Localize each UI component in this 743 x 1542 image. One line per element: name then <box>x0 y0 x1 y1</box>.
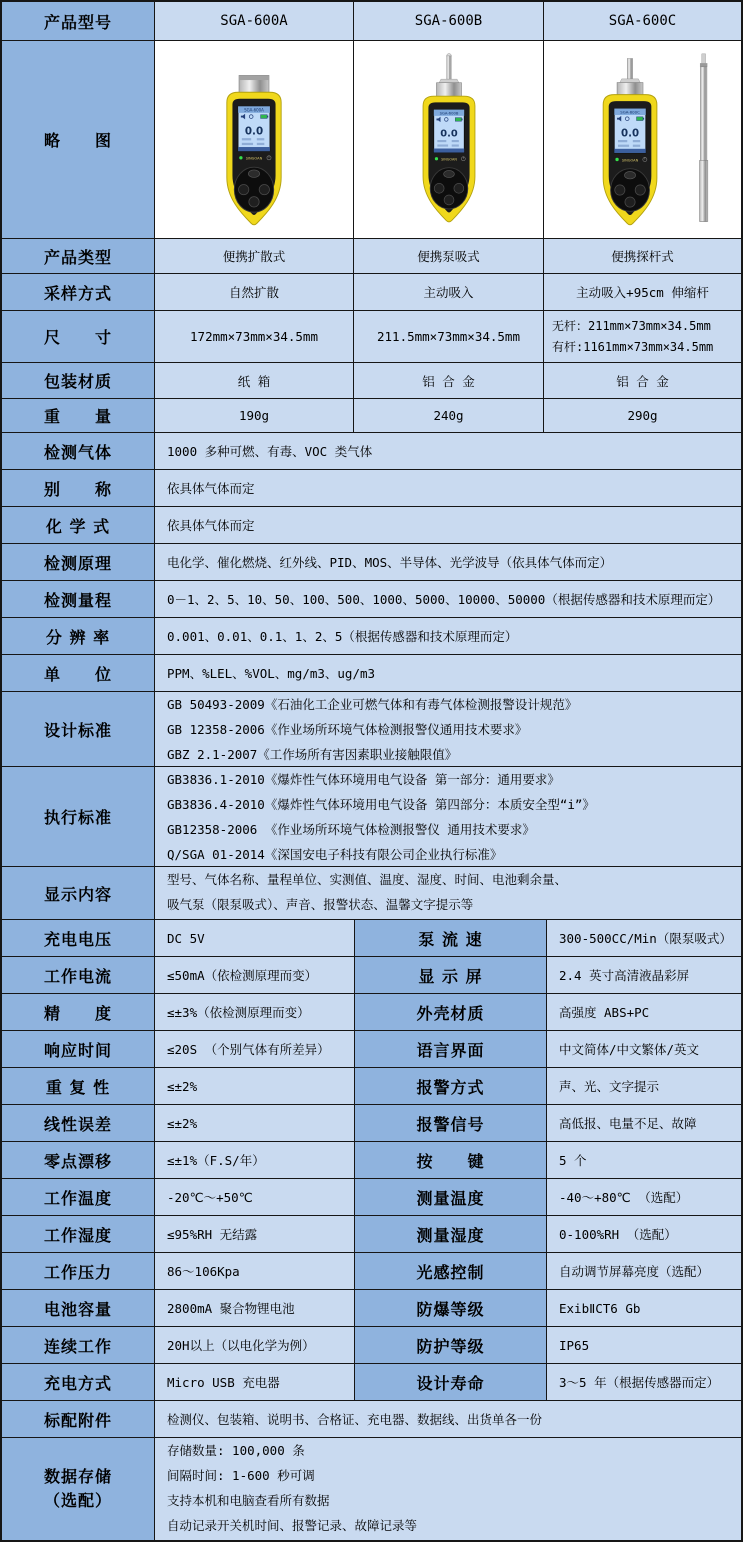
row-label: 检测原理 <box>2 544 155 580</box>
screen-title: SGA-600C <box>619 109 640 115</box>
button-pad <box>234 167 273 212</box>
standard-line: Q/SGA 01-2014《深国安电子科技有限公司企业执行标准》 <box>167 847 503 862</box>
cell-value <box>155 767 741 866</box>
cell-value: ≤±2% <box>155 1068 355 1104</box>
row-resolution <box>2 618 741 655</box>
device-image-sga600a <box>155 41 354 238</box>
enter-button <box>249 196 259 206</box>
row-label: 单 位 <box>2 655 155 691</box>
menu-button <box>248 169 259 176</box>
screen-title: SGA-600A <box>244 107 264 113</box>
row-label-product-model: 产品型号 <box>2 2 155 40</box>
cell-value: 0-100%RH （选配） <box>547 1216 741 1252</box>
screen-reading: 0.0 <box>620 127 639 139</box>
lcd-screen <box>433 109 463 152</box>
cell-value <box>155 544 741 580</box>
brand-label: SINGOAN <box>621 157 638 162</box>
row-label: 执行标准 <box>2 767 155 866</box>
left-button <box>614 184 624 194</box>
row-units <box>2 655 741 692</box>
storage-line: 间隔时间: 1-600 秒可调 <box>167 1468 315 1483</box>
cell-text: PPM、%LEL、%VOL、mg/m3、ug/m3 <box>167 666 376 681</box>
row-display-content <box>2 867 741 920</box>
battery-icon <box>261 114 268 118</box>
row-label: 线性误差 <box>2 1105 155 1141</box>
led-indicator <box>239 156 242 159</box>
cell-value: 2800mA 聚合物锂电池 <box>155 1290 355 1326</box>
row-product-model <box>2 2 741 41</box>
led-indicator <box>615 157 618 160</box>
cell-value: 主动吸入 <box>354 274 544 310</box>
screen-title: SGA-600B <box>439 111 458 116</box>
standard-line: GB 50493-2009《石油化工企业可燃气体和有毒气体检测报警设计规范》 <box>167 697 578 712</box>
cell-value: 铝 合 金 <box>544 363 741 398</box>
left-button <box>434 183 444 193</box>
row-label: 报警方式 <box>355 1068 547 1104</box>
gas-detector-probe-rod-illustration <box>555 47 731 233</box>
row-label: 重 量 <box>2 399 155 432</box>
cell-value: 2.4 英寸高清液晶彩屏 <box>547 957 741 993</box>
screen-status-bar <box>433 148 463 152</box>
cell-value: ≤20S （个别气体有所差异） <box>155 1031 355 1067</box>
cell-text: 检测仪、包装箱、说明书、合格证、充电器、数据线、出货单各一份 <box>167 1412 543 1427</box>
row-standard-accessories <box>2 1401 741 1438</box>
cell-value: 高强度 ABS+PC <box>547 994 741 1030</box>
cell-text: 0.001、0.01、0.1、1、2、5（根据传感器和技术原理而定） <box>167 629 518 644</box>
row-label: 电池容量 <box>2 1290 155 1326</box>
row-zero-drift-buttons <box>2 1142 741 1179</box>
battery-icon <box>636 116 642 120</box>
row-product-type <box>2 239 741 274</box>
cell-value <box>155 433 741 469</box>
right-button <box>259 184 269 194</box>
left-button <box>239 184 249 194</box>
pump-probe <box>438 53 459 84</box>
cell-text: 1000 多种可燃、有毒、VOC 类气体 <box>167 444 373 459</box>
cell-value-dimensions-c <box>544 311 741 362</box>
cell-value <box>155 581 741 617</box>
telescopic-rod <box>699 53 707 221</box>
row-label: 显 示 屏 <box>355 957 547 993</box>
row-label: 检测气体 <box>2 433 155 469</box>
button-pad <box>610 168 649 211</box>
row-label: 设计标准 <box>2 692 155 766</box>
row-working-pressure-light-sense <box>2 1253 741 1290</box>
row-continuous-work-protection-rating <box>2 1327 741 1364</box>
row-battery-explosion-rating <box>2 1290 741 1327</box>
cell-value: 主动吸入+95cm 伸缩杆 <box>544 274 741 310</box>
storage-line: 存储数量: 100,000 条 <box>167 1443 305 1458</box>
cell-value: 300-500CC/Min（限泵吸式） <box>547 920 741 956</box>
screen-reading: 0.0 <box>244 124 264 137</box>
brand-label: SINGOAN <box>245 156 263 161</box>
row-working-humidity-measure-humidity <box>2 1216 741 1253</box>
cell-value: 190g <box>155 399 354 432</box>
led-indicator <box>434 157 437 160</box>
row-label-data-storage <box>2 1438 155 1540</box>
model-name-a: SGA-600A <box>155 2 354 40</box>
row-packaging-material <box>2 363 741 399</box>
cell-value: 纸 箱 <box>155 363 354 398</box>
standard-line: GB 12358-2006《作业场所环境气体检测报警仪通用技术要求》 <box>167 722 528 737</box>
cell-value: ≤50mA（依检测原理而变） <box>155 957 355 993</box>
cell-value: ≤95%RH 无结露 <box>155 1216 355 1252</box>
cell-value: -20℃～+50℃ <box>155 1179 355 1215</box>
storage-line: 自动记录开关机时间、报警记录、故障记录等 <box>167 1518 418 1533</box>
display-line: 型号、气体名称、量程单位、实测值、温度、湿度、时间、电池剩余量、 <box>167 872 568 887</box>
cell-value: 中文简体/中文繁体/英文 <box>547 1031 741 1067</box>
cell-value <box>155 655 741 691</box>
brand-label: SINGOAN <box>440 157 457 162</box>
cell-value: 3～5 年（根据传感器而定） <box>547 1364 741 1400</box>
cell-value: 自然扩散 <box>155 274 354 310</box>
cell-text: 0－1、2、5、10、50、100、500、1000、5000、10000、50000（根据传感器和技术原理而定） <box>167 592 721 607</box>
row-repeatability-alarm-mode <box>2 1068 741 1105</box>
cell-value <box>155 507 741 543</box>
cell-value: 铝 合 金 <box>354 363 544 398</box>
row-weight <box>2 399 741 433</box>
row-detected-gases <box>2 433 741 470</box>
row-label: 显示内容 <box>2 867 155 919</box>
cell-value: ExibⅡCT6 Gb <box>547 1290 741 1326</box>
cell-value: 86～106Kpa <box>155 1253 355 1289</box>
pump-probe <box>618 58 640 84</box>
cell-value <box>155 618 741 654</box>
row-label: 精 度 <box>2 994 155 1030</box>
row-data-storage <box>2 1438 741 1540</box>
dimension-without-rod: 无杆：211mm×73mm×34.5mm <box>552 318 711 333</box>
model-name-b: SGA-600B <box>354 2 544 40</box>
cell-value: 290g <box>544 399 741 432</box>
row-sketch <box>2 41 741 239</box>
row-accuracy-shell-material <box>2 994 741 1031</box>
cell-value: ≤±2% <box>155 1105 355 1141</box>
standard-line: GB3836.1-2010《爆炸性气体环境用电气设备 第一部分：通用要求》 <box>167 772 560 787</box>
cell-value: Micro USB 充电器 <box>155 1364 355 1400</box>
screen-reading: 0.0 <box>439 127 458 139</box>
row-charging-method-design-life <box>2 1364 741 1401</box>
row-label: 分 辨 率 <box>2 618 155 654</box>
row-label: 标配附件 <box>2 1401 155 1437</box>
cell-value: 172mm×73mm×34.5mm <box>155 311 354 362</box>
device-group <box>603 58 657 224</box>
row-alias <box>2 470 741 507</box>
cell-value: 211.5mm×73mm×34.5mm <box>354 311 544 362</box>
row-label: 充电电压 <box>2 920 155 956</box>
screen-status-bar <box>238 147 270 151</box>
row-sampling-method <box>2 274 741 311</box>
display-line: 吸气泵（限泵吸式）、声音、报警状态、温馨文字提示等 <box>167 897 474 912</box>
row-label: 防护等级 <box>355 1327 547 1363</box>
storage-line: 支持本机和电脑查看所有数据 <box>167 1493 330 1508</box>
device-image-sga600c <box>544 41 741 238</box>
menu-button <box>443 170 454 177</box>
row-label: 防爆等级 <box>355 1290 547 1326</box>
cell-value: 5 个 <box>547 1142 741 1178</box>
cell-value <box>155 867 741 919</box>
cell-text: 依具体气体而定 <box>167 481 255 496</box>
menu-button <box>624 171 635 178</box>
row-response-time-language <box>2 1031 741 1068</box>
row-label: 零点漂移 <box>2 1142 155 1178</box>
cell-text: 电化学、催化燃烧、红外线、PID、MOS、半导体、光学波导（依具体气体而定） <box>167 555 613 570</box>
cell-value: 便携探杆式 <box>544 239 741 273</box>
row-detection-principle <box>2 544 741 581</box>
lcd-screen <box>614 108 645 152</box>
row-label: 包装材质 <box>2 363 155 398</box>
row-label: 工作湿度 <box>2 1216 155 1252</box>
cell-value: 20H以上（以电化学为例） <box>155 1327 355 1363</box>
row-working-temp-measure-temp <box>2 1179 741 1216</box>
enter-button <box>624 196 634 206</box>
cell-value: 高低报、电量不足、故障 <box>547 1105 741 1141</box>
cell-value: 声、光、文字提示 <box>547 1068 741 1104</box>
cell-value <box>155 1438 741 1540</box>
cell-value <box>155 470 741 506</box>
right-button <box>453 183 463 193</box>
row-label: 光感控制 <box>355 1253 547 1289</box>
cell-value: ≤±1%（F.S/年） <box>155 1142 355 1178</box>
row-label-sketch: 略 图 <box>2 41 155 238</box>
enter-button <box>444 195 454 205</box>
standard-line: GBZ 2.1-2007《工作场所有害因素职业接触限值》 <box>167 747 458 762</box>
model-name-c: SGA-600C <box>544 2 741 40</box>
cell-value: ≤±3%（依检测原理而变） <box>155 994 355 1030</box>
standard-line: GB3836.4-2010《爆炸性气体环境用电气设备 第四部分：本质安全型“i”》 <box>167 797 595 812</box>
right-button <box>635 184 645 194</box>
row-label: 响应时间 <box>2 1031 155 1067</box>
row-label: 测量温度 <box>355 1179 547 1215</box>
cell-value: 自动调节屏幕亮度（选配） <box>547 1253 741 1289</box>
row-dimensions <box>2 311 741 363</box>
row-label: 连续工作 <box>2 1327 155 1363</box>
cell-value <box>155 692 741 766</box>
row-label: 化 学 式 <box>2 507 155 543</box>
row-execution-standards <box>2 767 741 867</box>
lcd-screen <box>238 106 270 151</box>
cell-value <box>155 1401 741 1437</box>
gas-detector-pump-illustration <box>364 47 534 233</box>
cell-value: -40～+80℃ （选配） <box>547 1179 741 1215</box>
row-charge-voltage-pump-flow <box>2 920 741 957</box>
gas-detector-diffusion-illustration <box>165 47 343 233</box>
row-label: 按 键 <box>355 1142 547 1178</box>
cell-value: 240g <box>354 399 544 432</box>
row-label: 工作温度 <box>2 1179 155 1215</box>
dimension-with-rod: 有杆:1161mm×73mm×34.5mm <box>552 339 714 354</box>
row-label: 工作电流 <box>2 957 155 993</box>
button-pad <box>430 167 468 208</box>
row-label-line: 数据存储 <box>43 1467 112 1486</box>
cell-value: 便携扩散式 <box>155 239 354 273</box>
row-label: 采样方式 <box>2 274 155 310</box>
row-label: 泵 流 速 <box>355 920 547 956</box>
row-label: 设计寿命 <box>355 1364 547 1400</box>
battery-icon <box>455 117 461 121</box>
row-design-standards <box>2 692 741 767</box>
row-label: 测量湿度 <box>355 1216 547 1252</box>
row-label: 充电方式 <box>2 1364 155 1400</box>
row-working-current-display <box>2 957 741 994</box>
row-label: 检测量程 <box>2 581 155 617</box>
row-label: 重 复 性 <box>2 1068 155 1104</box>
row-linearity-alarm-signal <box>2 1105 741 1142</box>
cell-value: DC 5V <box>155 920 355 956</box>
screen-status-bar <box>614 148 645 152</box>
row-label: 尺 寸 <box>2 311 155 362</box>
row-label: 报警信号 <box>355 1105 547 1141</box>
device-image-sga600b <box>354 41 544 238</box>
row-label-line: （选配） <box>43 1491 112 1510</box>
cell-value: 便携泵吸式 <box>354 239 544 273</box>
row-label: 外壳材质 <box>355 994 547 1030</box>
row-label: 工作压力 <box>2 1253 155 1289</box>
row-label: 别 称 <box>2 470 155 506</box>
row-label: 产品类型 <box>2 239 155 273</box>
row-detection-range <box>2 581 741 618</box>
standard-line: GB12358-2006 《作业场所环境气体检测报警仪 通用技术要求》 <box>167 822 535 837</box>
cell-text: 依具体气体而定 <box>167 518 255 533</box>
cell-value: IP65 <box>547 1327 741 1363</box>
row-chemical-formula <box>2 507 741 544</box>
row-label: 语言界面 <box>355 1031 547 1067</box>
